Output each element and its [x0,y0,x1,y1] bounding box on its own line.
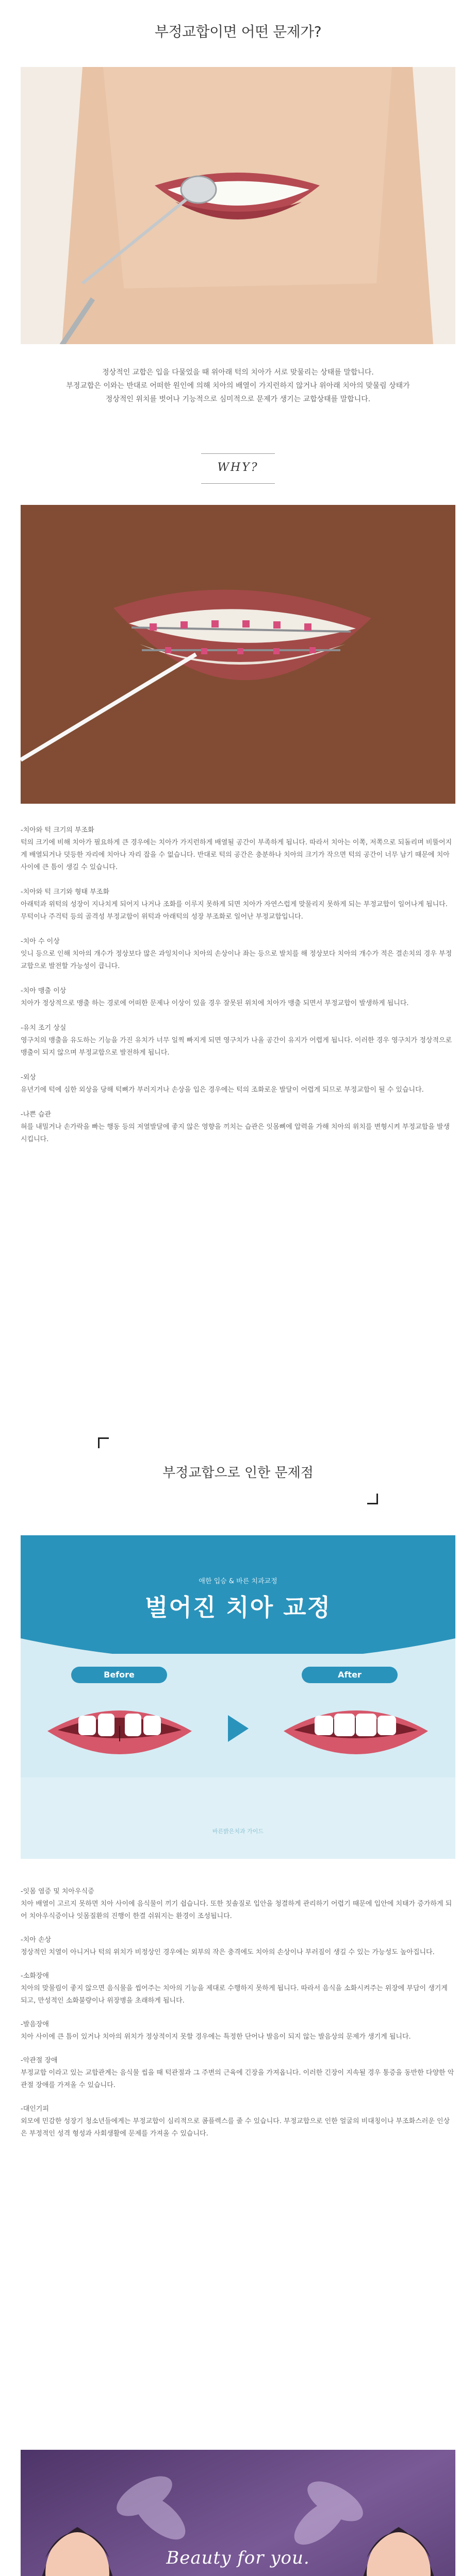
problem-body: 치아의 맞물림이 좋지 않으면 음식물을 씹어주는 치아의 기능을 제대로 수행하지 못하게 됩니다. 따라서 음식을 소화시켜주는 위장에 부담이 생기게 되고, 만성적인 소화불량이나 위장병을 초래하게 됩니다. [21,1985,448,2005]
braces-photo [21,505,455,804]
cause-title: -치아와 턱 크기의 부조화 [21,826,94,834]
cause-body: 유년기에 턱에 심한 외상을 당해 턱뼈가 부러지거나 손상을 입은 경우에는 턱의 조화로운 발달이 어렵게 되므로 부정교합이 될 수 있습니다. [21,1086,424,1094]
infographic-footer-band [21,1777,455,1859]
cause-item [21,824,455,874]
problem-title: -치아 손상 [21,1936,52,1944]
section-heading-text: 부정교합으로 인한 문제점 [162,1465,314,1481]
problem-item [21,1970,455,2007]
problem-body: 치아 사이에 큰 틈이 있거나 치아의 위치가 정상적이지 못할 경우에는 특정한 단어나 발음이 되지 않는 발음상의 문제가 생기게 됩니다. [21,2033,411,2041]
problem-item [21,1934,455,1959]
problem-body: 부정교합 이라고 있는 교합관계는 음식물 씹을 때 턱관절과 그 주변의 근육에 긴장을 가져옵니다. 이러한 긴장이 지속될 경우 통증을 동반한 다양한 악관절 장애를 가져올 수 있습니다. [21,2069,454,2089]
bracket-top-left [98,1437,109,1448]
problem-title: -잇몸 염증 및 치아우식증 [21,1888,94,1895]
why-bottom-line [201,483,275,484]
cause-item [21,1022,455,1059]
causes-list [21,824,455,1158]
problem-item [21,1886,455,1923]
before-mouth-illustration [42,1690,197,1777]
intro-paragraph [21,366,455,406]
problem-title: -소화장애 [21,1972,49,1980]
cause-body: 아래턱과 위턱의 성장이 지나치게 되어지 나거나 조화를 이루지 못하게 되면 치아가 자연스럽게 맞물리지 못하게 되는 부정교합이 일어나게 됩니다. 무턱이나 주걱턱 등의 골격성 부정교합이 위턱과 아래턱의 성장 부조화로 일어난 부정교합입니다. [21,901,448,921]
cause-body: 혀를 내밀거나 손가락을 빠는 행동 등의 저열발달에 좋지 않은 영향을 끼치는 습관은 잇몸뼈에 압력을 가해 치아의 위치를 변형시켜 부정교합을 발생시킵니다. [21,1123,450,1143]
problem-body: 치아 배열이 고르지 못하면 치아 사이에 음식물이 끼기 쉽습니다. 또한 칫솔질로 입안을 청결하게 관리하기 어렵기 때문에 입안에 치태가 증가하게 되어 치아우식증이나 잇몸질환의 진행이 한결 쉬워지는 환경이 조성됩니다. [21,1900,452,1920]
problem-title: -대인기피 [21,2105,49,2113]
cause-item [21,985,455,1010]
before-label: Before [71,1667,167,1683]
problem-item [21,2019,455,2043]
infographic-wave [21,1628,455,1669]
beauty-banner [21,2450,455,2576]
cause-title: -치아와 턱 크기와 형태 부조화 [21,888,109,896]
smile-mirror-photo [21,67,455,344]
cause-item [21,886,455,923]
problem-item [21,2103,455,2140]
after-label: After [302,1667,398,1683]
infographic-subtitle: 애한 입승 & 바른 치과교정 [199,1578,277,1585]
cause-title: -치아 맹출 이상 [21,987,67,995]
banner-script-text: Beauty for you. [166,2548,310,2568]
cause-title: -외상 [21,1074,36,1081]
cause-body: 영구치의 맹출을 유도하는 기능을 가진 유치가 너무 일찍 빠지게 되면 영구치가 나올 공간이 유지가 어렵게 됩니다. 이러한 경우 영구치가 정상적으로 맹출이 되지 않으며 부정교합으로 발전하게 됩니다. [21,1037,452,1057]
page-title: 부정교합이면 어떤 문제가? [154,23,322,40]
why-top-line [201,453,275,454]
cause-body: 턱의 크기에 비해 치아가 필요하게 큰 경우에는 치아가 가지런하게 배열될 공간이 부족하게 됩니다. 따라서 치아는 이쪽, 저쪽으로 되돌리며 비뚤어지게 배열되거나 덧등한 자리에 치아나 자리 잡을 수 없습니다. 반대로 턱의 공간은 충분하나 치아의 크기가 작으면 턱의 공간이 너무 남기 때문에 치아 사이에 큰 틈이 생길 수 있습니다. [21,839,452,871]
problems-section-heading [98,1437,378,1504]
cause-item [21,1072,455,1096]
problem-body: 정상적인 치열이 아니거나 턱의 위치가 비정상인 경우에는 외부의 작은 충격에도 치아의 손상이나 부러짐이 생길 수 있는 가능성도 높아집니다. [21,1948,435,1956]
cause-body: 치아가 정상적으로 맹출 하는 경로에 어떠한 문제나 이상이 있을 경우 잘못된 위치에 치아가 맹출 되면서 부정교합이 발생하게 됩니다. [21,999,409,1007]
cause-body: 잇니 등으로 인해 치아의 개수가 정상보다 많은 과잉치이나 치아의 손상이나 좌는 등으로 발치를 해 정상보다 치아의 개수가 적은 결손치의 경우 부정교합으로 발전할 가능성이 큽니다. [21,950,452,970]
infographic-caption: 바른밝은치과 가이드 [212,1828,264,1835]
why-label: WHY? [217,461,259,474]
cause-title: -치아 수 이상 [21,938,60,945]
intro-line: 정상적인 교합은 입을 다물었을 때 위아래 턱의 치아가 서로 맞물리는 상태를 말합니다. [102,368,374,377]
cause-item [21,1109,455,1146]
bracket-bottom-right [367,1494,378,1504]
cause-item [21,936,455,973]
intro-line: 부정교합은 이와는 반대로 어떠한 원인에 의해 치아의 배열이 가지런하지 않거나 위아래 치아의 맞물림 상태가 [66,382,410,390]
cause-title: -나쁜 습관 [21,1111,52,1118]
problem-title: -악관절 장애 [21,2057,58,2064]
problem-item [21,2055,455,2092]
after-mouth-illustration [278,1690,433,1777]
problem-title: -발음장애 [21,2021,49,2028]
right-arrow-icon [226,1713,251,1744]
infographic-title: 벌어진 치아 교정 [144,1594,332,1621]
problems-list [21,1886,455,2151]
problem-body: 외모에 민감한 성장기 청소년들에게는 부정교합이 심리적으로 콤플렉스를 줄 수 있습니다. 부정교합으로 인한 얼굴의 비대칭이나 부조화스러운 인상은 부정적인 성격 형성과 사회생활에 문제를 가져올 수 있습니다. [21,2117,450,2138]
intro-line: 정상적인 위치를 벗어나 기능적으로 심미적으로 문제가 생기는 교합상태를 말합니다. [105,395,371,403]
gap-teeth-infographic [21,1535,455,1859]
cause-title: -유치 조기 상실 [21,1024,67,1032]
